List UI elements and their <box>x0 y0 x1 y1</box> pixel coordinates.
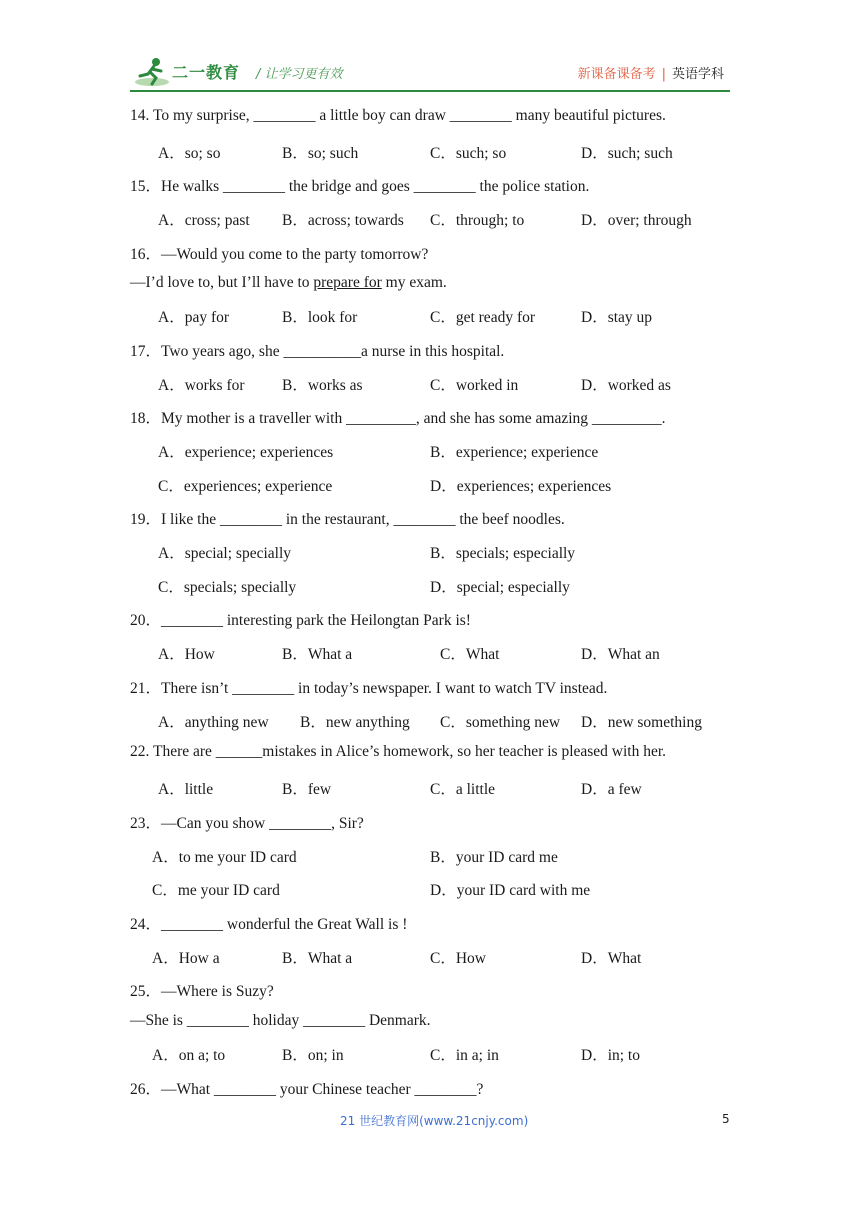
question-19-stem: 19．I like the ________ in the restaurant, ________ the beef noodles. <box>130 511 565 528</box>
question-18-option-c: C．experiences; experience <box>158 478 333 495</box>
question-21-option-b: B．new anything <box>300 714 410 731</box>
question-25-stem: 25．—Where is Suzy? <box>130 983 274 1000</box>
question-23-option-a: A．to me your ID card <box>152 849 297 866</box>
question-16-reply <box>130 274 447 292</box>
question-15-option-d: D．over; through <box>581 212 692 229</box>
question-25-option-b: B．on; in <box>282 1047 344 1064</box>
question-18-option-d: D．experiences; experiences <box>430 478 612 495</box>
question-22-option-a: A．little <box>158 781 214 798</box>
question-16-reply-post: my exam. <box>381 274 447 291</box>
question-17-option-d: D．worked as <box>581 377 671 394</box>
question-20-stem: 20．________ interesting park the Heilongtan Park is! <box>130 612 471 629</box>
question-24-stem: 24．________ wonderful the Great Wall is ! <box>130 916 408 933</box>
question-15-option-b: B．across; towards <box>282 212 404 229</box>
header-course-label: 新课备课备考 <box>577 67 656 82</box>
question-16-option-c: C．get ready for <box>430 309 536 326</box>
question-14-stem: 14. To my surprise, ________ a little boy can draw ________ many beautiful pictures. <box>130 107 666 124</box>
question-22-option-c: C．a little <box>430 781 496 798</box>
question-21-option-c: C．something new <box>440 714 561 731</box>
question-14-option-c: C．such; so <box>430 145 507 162</box>
question-17-stem: 17．Two years ago, she __________a nurse in this hospital. <box>130 343 505 360</box>
question-17-option-c: C．worked in <box>430 377 519 394</box>
question-19-option-a: A．special; specially <box>158 545 291 562</box>
question-20-option-a: A．How <box>158 646 215 663</box>
question-15-stem: 15．He walks ________ the bridge and goes ________ the police station. <box>130 178 590 195</box>
question-25-option-c: C．in a; in <box>430 1047 499 1064</box>
question-17-option-a: A．works for <box>158 377 245 394</box>
footer-site-link[interactable]: 21 世纪教育网(www.21cnjy.com) <box>340 1114 529 1128</box>
question-16-underlined-phrase: prepare for <box>313 274 382 291</box>
question-24-option-c: C．How <box>430 950 486 967</box>
question-14-option-d: D．such; such <box>581 145 673 162</box>
question-19-option-b: B．specials; especially <box>430 545 576 562</box>
question-25-reply: —She is ________ holiday ________ Denmark. <box>130 1012 431 1029</box>
question-21-stem: 21．There isn’t ________ in today’s newspaper. I want to watch TV instead. <box>130 680 608 697</box>
question-20-option-c: C．What <box>440 646 500 663</box>
question-24-option-d: D．What <box>581 950 642 967</box>
question-24-option-a: A．How a <box>152 950 220 967</box>
header-separator: | <box>661 67 666 82</box>
question-26-stem: 26．—What ________ your Chinese teacher ________? <box>130 1081 484 1098</box>
question-19-option-d: D．special; especially <box>430 579 570 596</box>
question-23-option-c: C．me your ID card <box>152 882 280 899</box>
question-21-option-d: D．new something <box>581 714 702 731</box>
question-15-option-a: A．cross; past <box>158 212 250 229</box>
question-20-option-b: B．What a <box>282 646 353 663</box>
question-23-stem: 23．—Can you show ________, Sir? <box>130 815 364 832</box>
question-16-stem: 16．—Would you come to the party tomorrow? <box>130 246 429 263</box>
question-18-stem: 18．My mother is a traveller with _________, and she has some amazing _________. <box>130 410 666 427</box>
question-25-option-d: D．in; to <box>581 1047 640 1064</box>
header-subject: 英语学科 <box>671 67 724 82</box>
question-15-option-c: C．through; to <box>430 212 525 229</box>
question-24-option-b: B．What a <box>282 950 353 967</box>
page-number: 5 <box>722 1112 730 1126</box>
question-16-reply-pre: —I’d love to, but I’ll have to <box>130 274 314 291</box>
question-16-option-b: B．look for <box>282 309 358 326</box>
question-17-option-b: B．works as <box>282 377 363 394</box>
logo-text: 二一教育 <box>172 63 241 82</box>
question-18-option-a: A．experience; experiences <box>158 444 334 461</box>
question-22-option-b: B．few <box>282 781 332 798</box>
question-16-option-a: A．pay for <box>158 309 230 326</box>
question-14-option-a: A．so; so <box>158 145 221 162</box>
question-25-option-a: A．on a; to <box>152 1047 226 1064</box>
question-18-option-b: B．experience; experience <box>430 444 599 461</box>
question-22-stem: 22. There are ______mistakes in Alice’s homework, so her teacher is pleased with her. <box>130 743 667 760</box>
question-20-option-d: D．What an <box>581 646 660 663</box>
question-21-option-a: A．anything new <box>158 714 269 731</box>
question-23-option-b: B．your ID card me <box>430 849 558 866</box>
header-slogan: / 让学习更有效 <box>256 67 343 82</box>
question-16-option-d: D．stay up <box>581 309 653 326</box>
question-14-option-b: B．so; such <box>282 145 359 162</box>
question-22-option-d: D．a few <box>581 781 642 798</box>
question-23-option-d: D．your ID card with me <box>430 882 591 899</box>
question-19-option-c: C．specials; specially <box>158 579 297 596</box>
